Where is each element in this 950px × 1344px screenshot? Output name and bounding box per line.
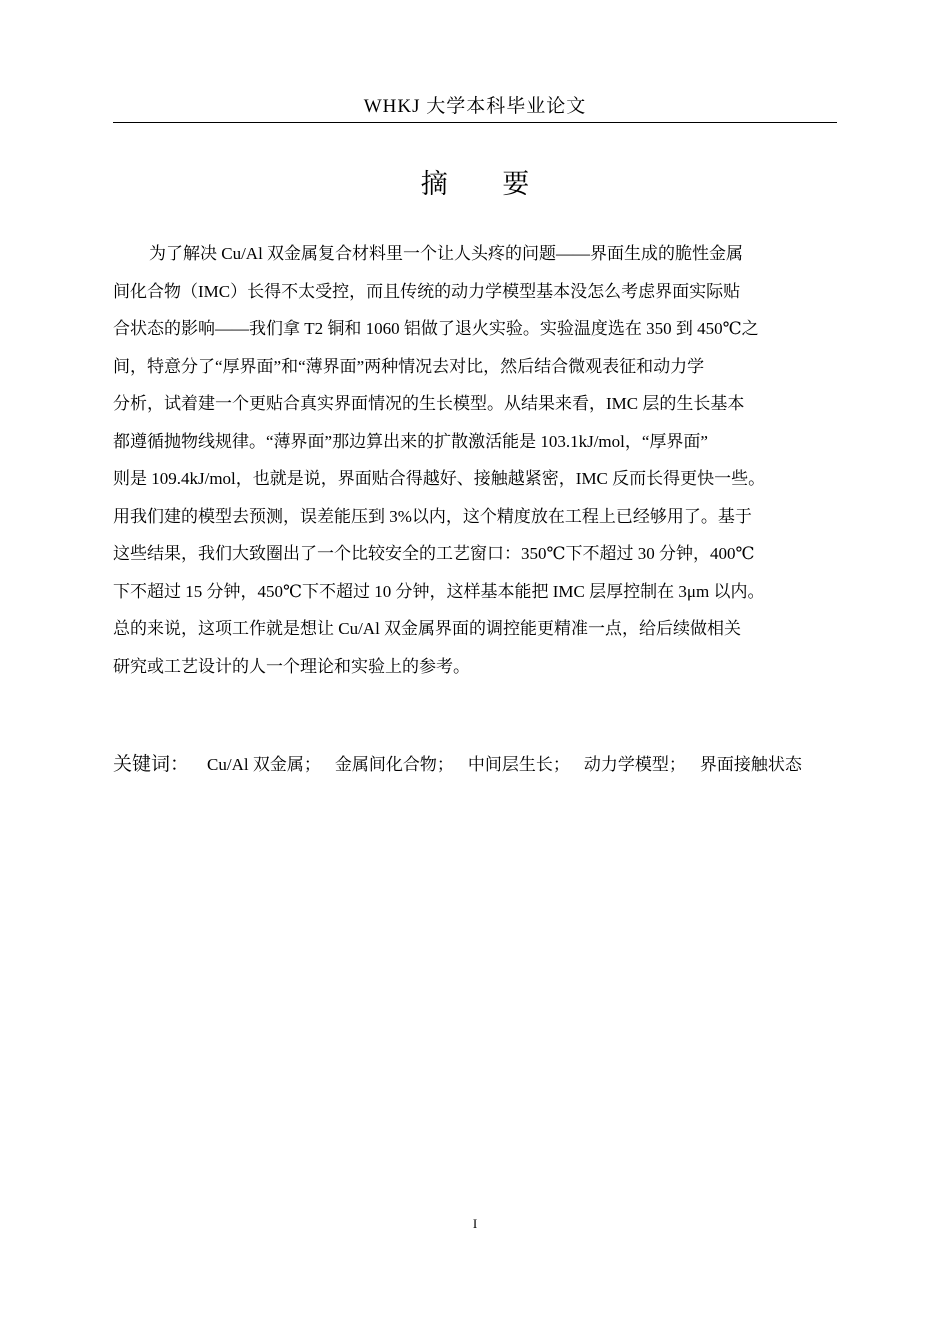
abstract-heading: 摘 要 xyxy=(420,169,530,200)
keyword-item: 金属间化合物； xyxy=(334,755,454,774)
keyword-item: Cu/Al 双金属； xyxy=(207,755,321,774)
header-rule xyxy=(113,122,837,123)
abstract-body: 为了解决 Cu/Al 双金属复合材料里一个让人头疼的问题——界面生成的脆性金属 间化合物（IMC）长得不太受控，而且传统的动力学模型基本没怎么考虑界面实际贴 合状态的影响——我们拿 T2 铜和 1060 铝做了退火实验。实验温度选在 350 到 450℃之 间，特意分了“厚界面”和“薄界面”两种情况去对比，然后结合微观表征和动力学 分析，试着建一个更贴合真实界面情况的生长模型。从结果来看，IMC 层的生长基本 都遵循抛物线规律。“薄界面”那边算出来的扩散激活能是 103.1kJ/mol，“厚界面” 则是 109.4kJ/mol，也就是说，界面贴合得越好、接触越紧密，IMC 反而长得更快一些。 用我们建的模型去预测，误差能压到 3%以内，这个精度放在工程上已经够用了。基于 这些结果，我们大致圈出了一个比较安全的工艺窗口：350℃下不超过 30 分钟，400℃ 下不超过 15 分钟，450℃下不超过 10 分钟，这样基本能把 IMC 层厚控制在 3μm 以内。 总的来说，这项工作就是想让 Cu/Al 双金属界面的调控能更精准一点，给后续做相关 研究或工艺设计的人一个理论和实验上的参考。 xyxy=(113,244,766,676)
keyword-item: 中间层生长； xyxy=(467,755,570,774)
running-header: WHKJ 大学本科毕业论文 xyxy=(363,96,587,117)
keyword-item: 动力学模型； xyxy=(583,755,686,774)
keywords-section xyxy=(113,738,837,791)
keywords-label: 关键词： xyxy=(113,753,190,775)
page-number: I xyxy=(472,1216,478,1231)
keyword-item: 界面接触状态 xyxy=(699,755,802,774)
